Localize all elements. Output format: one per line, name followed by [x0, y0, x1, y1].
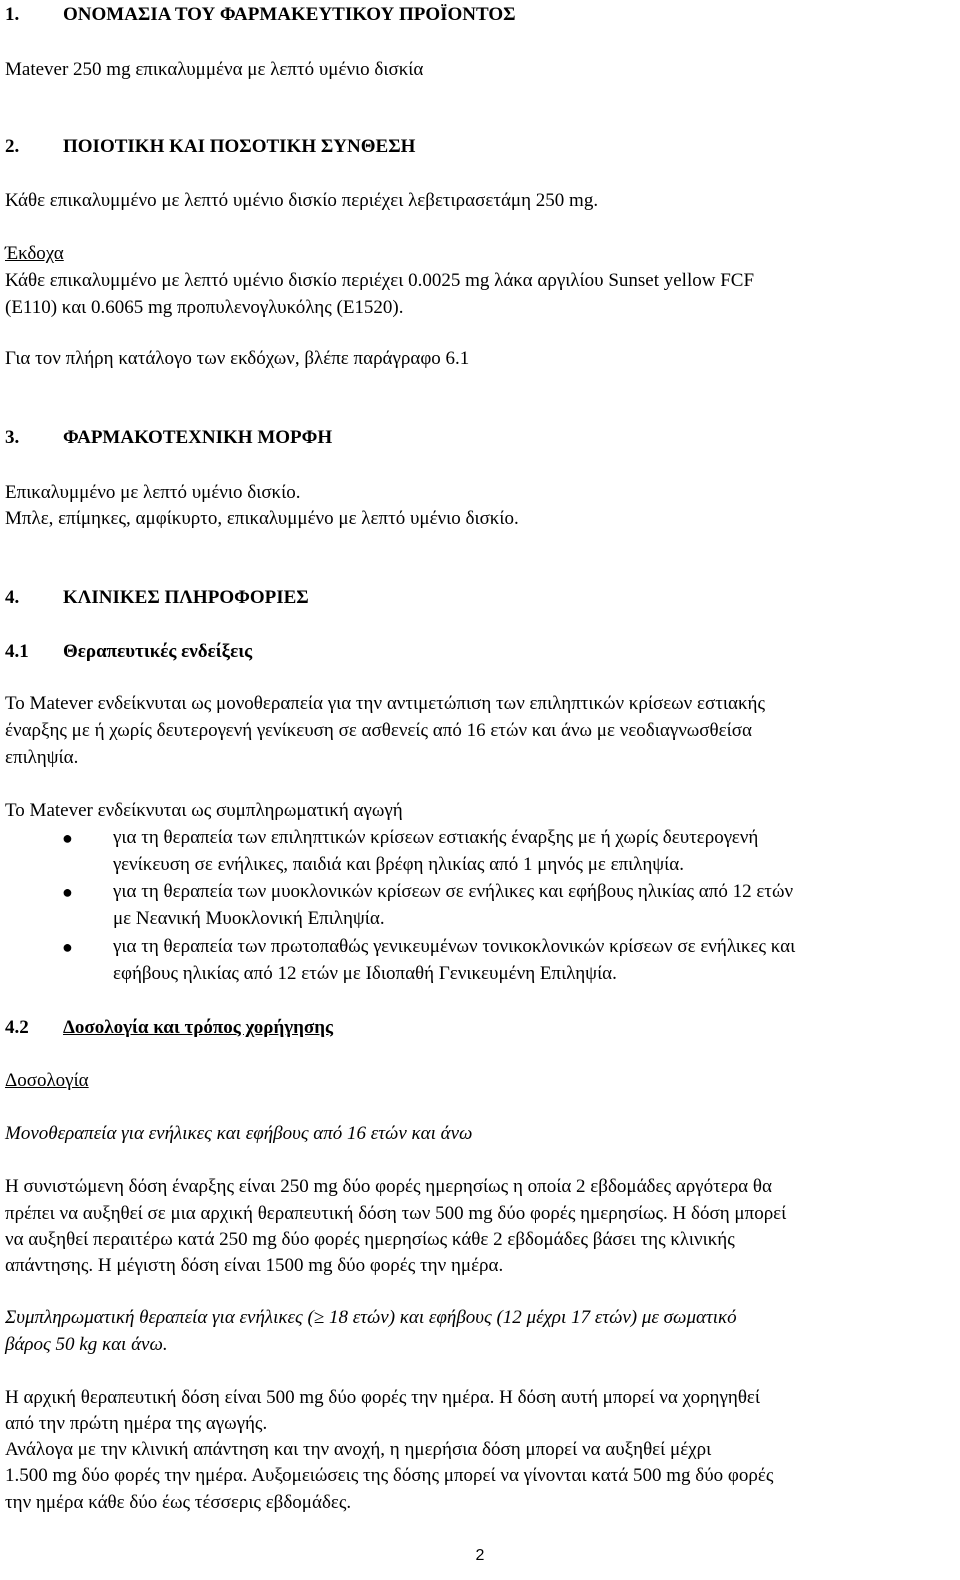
monotherapy-paragraph-line: απάντησης. Η μέγιστη δόση είναι 1500 mg δύο φορές την ημέρα. — [5, 1255, 504, 1276]
bullet-icon: ● — [62, 828, 73, 848]
adjunctive-heading-line: βάρος 50 kg και άνω. — [5, 1334, 168, 1355]
adjunctive-intro: Το Matever ενδείκνυται ως συμπληρωματική αγωγή — [5, 800, 403, 821]
adjunctive-paragraph-line: από την πρώτη ημέρα της αγωγής. — [5, 1413, 268, 1434]
composition-text: Κάθε επικαλυμμένο με λεπτό υμένιο δισκίο περιέχει λεβετιρασετάμη 250 mg. — [5, 190, 599, 211]
excipients-reference: Για τον πλήρη κατάλογο των εκδόχων, βλέπε παράγραφο 6.1 — [5, 348, 470, 369]
product-name-text: Matever 250 mg επικαλυμμένα με λεπτό υμένιο δισκία — [5, 59, 424, 80]
section-title: ΦΑΡΜΑΚΟΤΕΧΝΙΚΗ ΜΟΡΦΗ — [63, 427, 333, 448]
section-4-1-heading — [5, 639, 252, 665]
section-number: 1. — [5, 4, 20, 25]
section-number: 4.2 — [5, 1017, 29, 1038]
pharmaceutical-form-text-1: Επικαλυμμένο με λεπτό υμένιο δισκίο. — [5, 482, 301, 503]
adjunctive-paragraph-line: την ημέρα κάθε δύο έως τέσσερις εβδομάδες. — [5, 1492, 352, 1513]
monotherapy-paragraph-line: να αυξηθεί περαιτέρω κατά 250 mg δύο φορές ημερησίως κάθε 2 εβδομάδες βάσει της κλινικής — [5, 1229, 735, 1250]
excipients-text-2: (E110) και 0.6065 mg προπυλενογλυκόλης (E1520). — [5, 297, 404, 318]
adjunctive-paragraph-line: 1.500 mg δύο φορές την ημέρα. Αυξομειώσεις της δόσης μπορεί να γίνονται κατά 500 mg δύο φορές — [5, 1465, 774, 1486]
posology-label: Δοσολογία — [5, 1070, 89, 1091]
bullet-icon: ● — [62, 937, 73, 957]
bullet-line: για τη θεραπεία των μυοκλονικών κρίσεων σε ενήλικες και εφήβους ηλικίας από 12 ετών — [113, 881, 794, 902]
section-4-heading — [5, 585, 309, 611]
adjunctive-heading-line: Συμπληρωματική θεραπεία για ενήλικες (≥ 18 ετών) και εφήβους (12 μέχρι 17 ετών) με σωματικό — [5, 1307, 737, 1328]
bullet-line: για τη θεραπεία των επιληπτικών κρίσεων εστιακής έναρξης με ή χωρίς δευτερογενή — [113, 827, 759, 848]
section-1-heading — [5, 2, 516, 28]
adjunctive-paragraph-line: Ανάλογα με την κλινική απάντηση και την ανοχή, η ημερήσια δόση μπορεί να αυξηθεί μέχρι — [5, 1439, 712, 1460]
section-title: Δοσολογία και τρόπος χορήγησης — [63, 1017, 334, 1038]
bullet-icon: ● — [62, 882, 73, 902]
monotherapy-heading: Μονοθεραπεία για ενήλικες και εφήβους από 16 ετών και άνω — [5, 1123, 473, 1144]
section-title: Θεραπευτικές ενδείξεις — [63, 641, 253, 662]
monotherapy-paragraph-line: πρέπει να αυξηθεί σε μια αρχική θεραπευτική δόση των 500 mg δύο φορές ημερησίως. Η δόση μπορεί — [5, 1203, 787, 1224]
section-3-heading — [5, 425, 332, 451]
section-number: 2. — [5, 136, 20, 157]
section-number: 4. — [5, 587, 20, 608]
page-number: 2 — [475, 1547, 485, 1564]
indication-paragraph-line: επιληψία. — [5, 747, 79, 768]
indication-paragraph-line: έναρξης με ή χωρίς δευτερογενή γενίκευση σε ασθενείς από 16 ετών και άνω με νεοδιαγνωσθείσα — [5, 720, 752, 741]
bullet-line: γενίκευση σε ενήλικες, παιδιά και βρέφη ηλικίας από 1 μηνός με επιληψία. — [113, 854, 684, 875]
section-title: ΠΟΙΟΤΙΚΗ ΚΑΙ ΠΟΣΟΤΙΚΗ ΣΥΝΘΕΣΗ — [63, 136, 416, 157]
section-4-2-heading — [5, 1015, 333, 1041]
pharmaceutical-form-text-2: Μπλε, επίμηκες, αμφίκυρτο, επικαλυμμένο με λεπτό υμένιο δισκίο. — [5, 508, 519, 529]
section-2-heading — [5, 134, 415, 160]
bullet-line: εφήβους ηλικίας από 12 ετών με Ιδιοπαθή Γενικευμένη Επιληψία. — [113, 963, 617, 984]
bullet-line: με Νεανική Μυοκλονική Επιληψία. — [113, 908, 385, 929]
section-number: 4.1 — [5, 641, 29, 662]
indication-paragraph-line: Το Matever ενδείκνυται ως μονοθεραπεία για την αντιμετώπιση των επιληπτικών κρίσεων εστιακής — [5, 693, 765, 714]
excipients-text-1: Κάθε επικαλυμμένο με λεπτό υμένιο δισκίο περιέχει 0.0025 mg λάκα αργιλίου Sunset yellow FCF — [5, 270, 755, 291]
section-title: ΟΝΟΜΑΣΙΑ ΤΟΥ ΦΑΡΜΑΚΕΥΤΙΚΟΥ ΠΡΟΪΟΝΤΟΣ — [63, 4, 516, 25]
section-number: 3. — [5, 427, 20, 448]
section-title: ΚΛΙΝΙΚΕΣ ΠΛΗΡΟΦΟΡΙΕΣ — [63, 587, 309, 608]
excipients-label: Έκδοχα — [5, 243, 64, 264]
adjunctive-paragraph-line: Η αρχική θεραπευτική δόση είναι 500 mg δύο φορές την ημέρα. Η δόση αυτή μπορεί να χορηγηθεί — [5, 1387, 761, 1408]
monotherapy-paragraph-line: Η συνιστώμενη δόση έναρξης είναι 250 mg δύο φορές ημερησίως η οποία 2 εβδομάδες αργότερα θα — [5, 1176, 772, 1197]
bullet-line: για τη θεραπεία των πρωτοπαθώς γενικευμένων τονικοκλονικών κρίσεων σε ενήλικες και — [113, 936, 796, 957]
